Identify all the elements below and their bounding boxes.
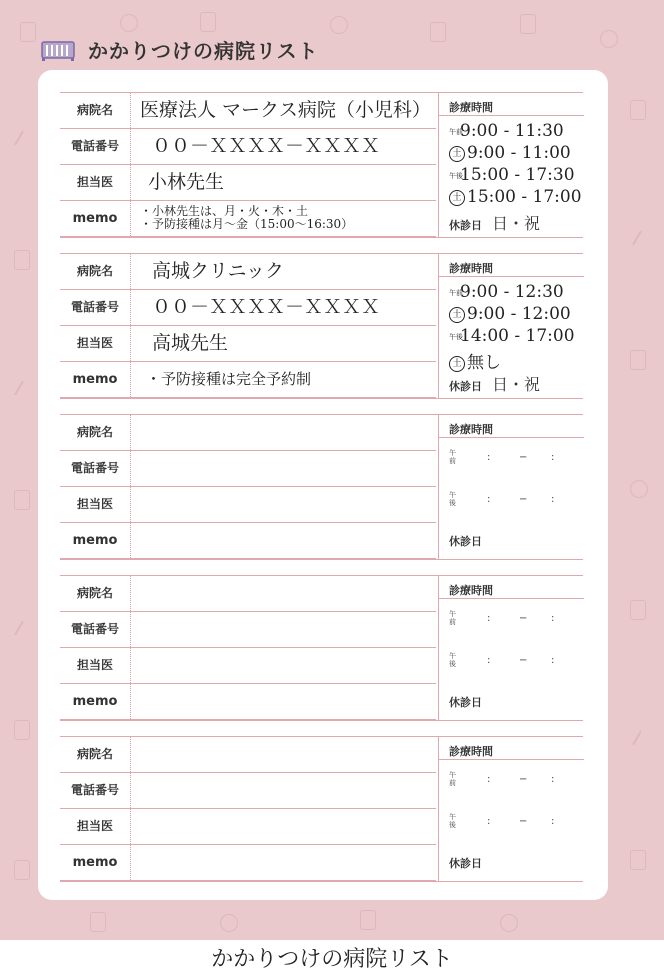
pattern-icon [630,350,646,370]
memo-row[interactable] [60,523,436,559]
am-label: 午前 [449,610,456,626]
phone-label: 電話番号 [60,290,131,325]
sat-am-hours[interactable]: 土 9:00 - 12:00 [449,304,571,324]
pm-hours[interactable] [449,491,569,511]
hospital-list-panel [38,70,608,900]
hours-column [438,576,584,720]
page-header [40,34,319,64]
colon: : [487,452,491,463]
pattern-icon [14,621,24,636]
am-hours[interactable] [449,771,569,791]
phone-label: 電話番号 [60,612,131,647]
pattern-icon [630,100,646,120]
hospital-row[interactable] [60,576,436,612]
colon: : [551,494,555,505]
memo-row [60,201,436,237]
pattern-icon [520,14,536,34]
pattern-icon [430,22,446,42]
hospital-row[interactable] [60,737,436,773]
memo-row[interactable] [60,684,436,720]
saturday-mark: 土 [449,356,465,372]
memo-row [60,362,436,398]
closed-days-value[interactable]: 日・祝 [492,214,541,233]
colon: : [487,816,491,827]
pm-hours[interactable] [449,813,569,833]
closed-days: 休診日 [449,857,482,870]
hospital-entry-5 [60,736,583,882]
dash: − [519,452,528,463]
pattern-icon [14,250,30,270]
dash: − [519,494,528,505]
doctor-value[interactable]: 高城先生 [152,332,229,354]
divider [439,115,584,116]
doctor-label: 担当医 [60,326,131,361]
pattern-icon [220,914,238,932]
hospital-row [60,93,436,129]
hours-column [438,415,584,559]
doctor-label: 担当医 [60,809,131,844]
colon: : [551,774,555,785]
dash: − [519,613,528,624]
pattern-icon [500,914,518,932]
hospital-entry-1 [60,92,583,238]
closed-days-value[interactable]: 日・祝 [492,375,541,394]
phone-label: 電話番号 [60,451,131,486]
crib-icon [40,36,78,62]
hospital-entry-4 [60,575,583,721]
doctor-row [60,326,436,362]
colon: : [487,774,491,785]
pattern-icon [120,14,138,32]
pattern-icon [20,22,36,42]
saturday-mark: 土 [449,146,465,162]
pattern-icon [14,381,24,396]
doctor-label: 担当医 [60,648,131,683]
phone-value[interactable]: ００－ＸＸＸＸ－ＸＸＸＸ [152,135,381,157]
pm-label: 午後 [449,171,463,180]
pattern-icon [360,910,376,930]
dash: − [519,816,528,827]
memo-label: memo [60,684,131,719]
hospital-label: 病院名 [60,737,131,772]
divider [439,759,584,760]
doctor-value[interactable]: 小林先生 [148,171,225,193]
memo-line: ・小林先生は、月・火・木・土 [140,204,309,218]
phone-value[interactable]: ００－ＸＸＸＸ－ＸＸＸＸ [152,296,381,318]
hospital-label: 病院名 [60,93,131,128]
doctor-row[interactable] [60,487,436,523]
dash: − [519,655,528,666]
hours-column [438,737,584,881]
memo-value[interactable] [140,205,353,240]
pattern-icon [632,231,642,246]
sat-pm-hours[interactable]: 土 無し [449,348,501,373]
closed-days: 休診日 [449,696,482,709]
hours-label: 診療時間 [449,423,493,436]
closed-days: 休診日 日・祝 [449,214,541,233]
memo-label: memo [60,523,131,558]
doctor-row[interactable] [60,809,436,845]
page-title: かかりつけの病院リスト [88,38,319,63]
doctor-row[interactable] [60,648,436,684]
pattern-icon [14,490,30,510]
pm-label: 午後 [449,491,456,507]
pattern-icon [630,850,646,870]
memo-row[interactable] [60,845,436,881]
hours-column [438,93,584,237]
hospital-entry-2 [60,253,583,399]
pattern-icon [90,912,106,932]
memo-value[interactable]: ・予防接種は完全予約制 [146,370,312,388]
doctor-label: 担当医 [60,487,131,522]
colon: : [551,452,555,463]
memo-label: memo [60,362,131,397]
am-hours[interactable]: 午前9:00 - 12:30 [449,282,564,302]
am-label: 午前 [449,288,463,297]
hospital-label: 病院名 [60,576,131,611]
divider [439,276,584,277]
pattern-icon [14,720,30,740]
pattern-icon [14,131,24,146]
pm-label: 午後 [449,813,456,829]
pattern-icon [632,731,642,746]
colon: : [551,655,555,666]
phone-row[interactable] [60,451,436,487]
pm-hours[interactable]: 午後14:00 - 17:00 [449,326,575,346]
am-label: 午前 [449,127,463,136]
saturday-mark: 土 [449,307,465,323]
dash: − [519,774,528,785]
pattern-icon [200,12,216,32]
doctor-row [60,165,436,201]
am-label: 午前 [449,771,456,787]
phone-label: 電話番号 [60,773,131,808]
colon: : [487,613,491,624]
pattern-icon [14,860,30,880]
am-label: 午前 [449,449,456,465]
hospital-label: 病院名 [60,254,131,289]
hospital-label: 病院名 [60,415,131,450]
memo-label: memo [60,201,131,236]
hospital-row[interactable] [60,415,436,451]
hospital-row [60,254,436,290]
phone-row[interactable] [60,612,436,648]
divider [439,437,584,438]
pm-label: 午後 [449,332,463,341]
pm-hours[interactable] [449,652,569,672]
hours-label: 診療時間 [449,745,493,758]
hours-label: 診療時間 [449,262,493,275]
hospital-name[interactable]: 医療法人 マークス病院（小児科） [140,99,431,121]
am-hours[interactable] [449,449,569,469]
pattern-icon [600,30,618,48]
pm-hours[interactable]: 午後15:00 - 17:30 [449,165,575,185]
closed-days: 休診日 日・祝 [449,375,541,394]
memo-label: memo [60,845,131,880]
hospital-name[interactable]: 高城クリニック [152,260,284,282]
saturday-mark: 土 [449,190,465,206]
pattern-icon [630,480,648,498]
hours-label: 診療時間 [449,101,493,114]
colon: : [487,655,491,666]
am-hours[interactable]: 午前9:00 - 11:30 [449,121,564,141]
phone-row[interactable] [60,773,436,809]
phone-label: 電話番号 [60,129,131,164]
colon: : [487,494,491,505]
colon: : [551,816,555,827]
sat-am-hours[interactable]: 土 9:00 - 11:00 [449,143,571,163]
colon: : [551,613,555,624]
pm-label: 午後 [449,652,456,668]
hours-label: 診療時間 [449,584,493,597]
am-hours[interactable] [449,610,569,630]
memo-line: ・予防接種は月〜金（15:00〜16:30） [140,217,354,231]
pattern-icon [630,600,646,620]
pattern-icon [330,16,348,34]
divider [439,598,584,599]
phone-row [60,129,436,165]
doctor-label: 担当医 [60,165,131,200]
hospital-entry-3 [60,414,583,560]
sat-pm-hours[interactable]: 土 15:00 - 17:00 [449,187,582,207]
hours-column [438,254,584,398]
caption: かかりつけの病院リスト [211,947,453,972]
phone-row [60,290,436,326]
closed-days: 休診日 [449,535,482,548]
